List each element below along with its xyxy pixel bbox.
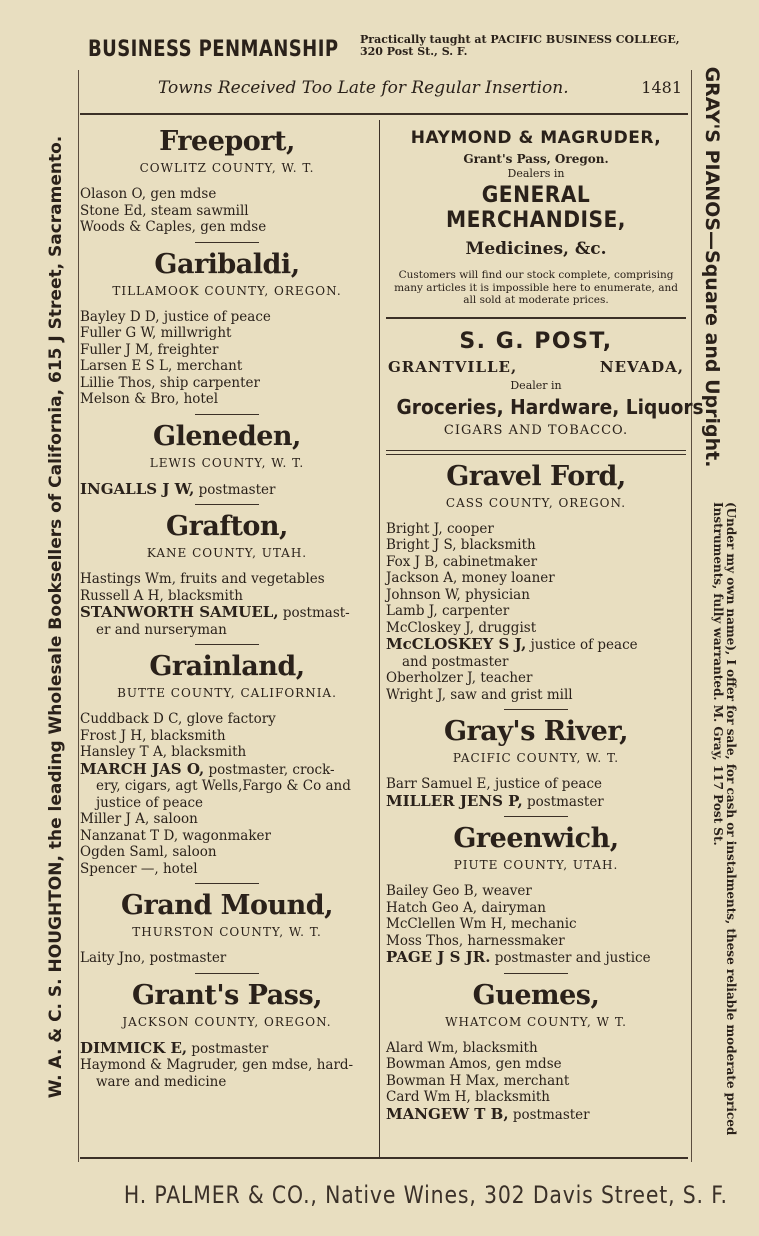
town-name: Grand Mound, (120, 890, 334, 921)
entry-text: Jackson A, money loaner (386, 570, 555, 586)
directory-entry (80, 844, 374, 861)
left-ad-text: W. A. & C. S. HOUGHTON, the leading Wholesale Booksellers of California, 615 J Street, Sacramento. (46, 135, 66, 1099)
entry-text: Bowman Amos, gen mdse (386, 1056, 562, 1072)
county-line: KANE COUNTY, UTAH. (146, 546, 308, 560)
entry-text: McClellen Wm H, mechanic (386, 916, 577, 932)
county-line: LEWIS COUNTY, W. T. (149, 455, 305, 470)
right-column (386, 120, 704, 1123)
town-name: Grant's Pass, (131, 979, 323, 1011)
entry-text: Frost J H, blacksmith (80, 727, 226, 744)
haymond-magruder-ad (386, 128, 686, 307)
entry-text: Stone Ed, steam sawmill (80, 202, 249, 219)
entry-text: Hastings Wm, fruits and vegetables (80, 571, 325, 587)
town-name: Garibaldi, (154, 248, 300, 280)
ad-location: Grant's Pass, Oregon. (463, 152, 609, 166)
entry-text: Miller J A, saloon (80, 811, 198, 827)
directory-entry (80, 588, 374, 605)
entry-text: postmaster, crock- (204, 761, 335, 778)
entry-text: Olason O, gen mdse (80, 186, 217, 202)
entry-name: MILLER JENS P, (386, 791, 523, 810)
directory-entry (80, 744, 374, 761)
directory-entry (80, 203, 374, 220)
entry-text: Fuller G W, millwright (80, 325, 232, 341)
county-line: WHATCOM COUNTY, W T. (445, 1014, 627, 1029)
entry-name: MANGEW T B, (386, 1104, 509, 1123)
directory-entry (386, 933, 686, 950)
town-name: Gravel Ford, (446, 460, 626, 492)
county-line: COWLITZ COUNTY, W. T. (139, 161, 315, 175)
ad-business-name: S. G. POST, (459, 328, 613, 354)
entry-text: postmaster (187, 1040, 269, 1057)
directory-entry (386, 776, 686, 793)
section-separator (195, 644, 259, 645)
entry-text: Lillie Thos, ship carpenter (80, 374, 260, 391)
directory-entry (386, 1073, 686, 1090)
directory-entry (80, 375, 374, 392)
entry-text: Melson & Bro, hotel (80, 391, 219, 407)
entry-text: Lamb J, carpenter (386, 603, 510, 619)
entry-text: Bright J, cooper (386, 520, 494, 537)
county-line: PIUTE COUNTY, UTAH. (453, 858, 619, 872)
directory-entry (80, 604, 374, 638)
town-section (386, 980, 686, 1124)
directory-entry (80, 358, 374, 375)
directory-entry (80, 219, 374, 236)
ad-location-row (386, 358, 686, 376)
entry-text: Bailey Geo B, weaver (386, 883, 532, 899)
section-separator (195, 973, 259, 974)
page-header (80, 74, 688, 102)
directory-entry (80, 571, 374, 588)
town-section (386, 461, 686, 704)
entry-text: Spencer —, hotel (80, 860, 198, 877)
town-section (80, 421, 374, 499)
directory-entry (80, 711, 374, 728)
left-column (80, 120, 374, 1090)
entry-continuation: and postmaster (402, 653, 509, 670)
directory-entry (386, 587, 686, 604)
directory-entry (80, 950, 374, 967)
directory-entry (386, 793, 686, 811)
entry-text: Haymond & Magruder, gen mdse, hard- (80, 1057, 354, 1073)
ad-goods-headline: GENERAL MERCHANDISE, (446, 183, 626, 233)
bottom-advertisement: H. PALMER & CO., Native Wines, 302 Davis Street, S. F. (123, 1181, 728, 1209)
county-line: JACKSON COUNTY, OREGON. (122, 1014, 332, 1029)
directory-entry (80, 186, 374, 203)
entry-name: DIMMICK E, (80, 1038, 188, 1057)
directory-entry (386, 570, 686, 587)
town-name: Grainland, (149, 651, 305, 682)
entry-continuation: ware and medicine (96, 1073, 227, 1090)
entry-name: PAGE J S JR. (386, 948, 491, 966)
directory-entry (386, 883, 686, 900)
directory-entry (386, 916, 686, 933)
town-section (386, 716, 686, 810)
entry-text: Card Wm H, blacksmith (386, 1089, 551, 1105)
ad-dealers-label: Dealers in (507, 167, 565, 180)
directory-entry (80, 309, 374, 326)
entry-text: Nanzanat T D, wagonmaker (80, 827, 271, 844)
left-side-advertisement (38, 72, 74, 1162)
entry-text: postmast- (278, 605, 350, 621)
county-line: BUTTE COUNTY, CALIFORNIA. (117, 686, 337, 700)
entry-name: McCLOSKEY S J, (386, 635, 527, 653)
entry-text: justice of peace (526, 637, 638, 653)
page-title: Towns Received Too Late for Regular Insertion. (158, 78, 569, 98)
entry-text: Laity Jno, postmaster (80, 950, 227, 966)
section-separator (195, 883, 259, 884)
ad-dealer-label: Dealer in (510, 378, 562, 392)
entry-name: STANWORTH SAMUEL, (80, 603, 279, 621)
entry-text: postmaster (194, 481, 276, 498)
entry-text: Bowman H Max, merchant (386, 1072, 570, 1089)
entry-text: Woods & Caples, gen mdse (80, 219, 267, 235)
county-line: PACIFIC COUNTY, W. T. (452, 751, 620, 765)
town-section (80, 126, 374, 236)
town-name: Greenwich, (453, 823, 619, 854)
entry-text: Fox J B, cabinetmaker (386, 553, 538, 570)
ad-goods-subline: Medicines, &c. (465, 239, 607, 259)
town-name: Gleneden, (153, 420, 301, 452)
entry-text: Hatch Geo A, dairyman (386, 899, 546, 916)
ad-goods-subline: CIGARS AND TOBACCO. (443, 422, 629, 438)
entry-text: Bayley D D, justice of peace (80, 308, 271, 325)
entry-text: postmaster (522, 793, 604, 810)
town-section (80, 249, 374, 408)
section-separator (195, 504, 259, 505)
right-side-advertisement (694, 66, 744, 1162)
directory-entry (80, 342, 374, 359)
entry-text: Ogden Saml, saloon (80, 844, 217, 860)
directory-entry (386, 554, 686, 571)
sg-post-ad (386, 328, 704, 438)
entry-text: Oberholzer J, teacher (386, 670, 533, 686)
directory-entry (386, 537, 686, 554)
section-separator (504, 816, 568, 817)
entry-text: Cuddback D C, glove factory (80, 711, 276, 727)
entry-text: McCloskey J, druggist (386, 619, 537, 636)
directory-entry (80, 391, 374, 408)
top-advertisement (88, 34, 688, 64)
entry-text: postmaster (508, 1106, 590, 1123)
directory-entry (386, 1056, 686, 1073)
county-line: CASS COUNTY, OREGON. (445, 495, 627, 510)
directory-entry (386, 1040, 686, 1057)
directory-entry (386, 636, 686, 670)
entry-name: MARCH JAS O, (80, 759, 205, 778)
directory-entry (80, 1057, 374, 1090)
column-divider (379, 120, 380, 1158)
top-ad-headline: BUSINESS PENMANSHIP (88, 36, 339, 62)
directory-entry (80, 828, 374, 845)
entry-text: Barr Samuel E, justice of peace (386, 776, 603, 792)
directory-entry (80, 861, 374, 878)
directory-entry (80, 761, 374, 812)
town-name: Gray's River, (443, 716, 629, 747)
town-name: Guemes, (472, 979, 600, 1011)
entry-text: Bright J S, blacksmith (386, 537, 536, 553)
ad-goods-headline: Groceries, Hardware, Liquors (396, 394, 704, 419)
town-name: Grafton, (166, 511, 288, 542)
ad-town: GRANTVILLE, (388, 357, 518, 376)
entry-text: Russell A H, blacksmith (80, 587, 243, 604)
page-number: 1481 (641, 78, 682, 97)
right-ad-body: (Under my own name), I offer for sale, for cash or instalments, these reliable moderate priced Instruments, fully warranted. M. Gray, 117 Post St. (711, 502, 738, 1136)
directory-entry (386, 900, 686, 917)
section-separator (195, 242, 259, 243)
entry-text: Wright J, saw and grist mill (386, 686, 573, 703)
county-line: THURSTON COUNTY, W. T. (132, 925, 322, 939)
entry-text: Fuller J M, freighter (80, 341, 219, 358)
entry-text: postmaster and justice (490, 950, 651, 966)
directory-entry (386, 687, 686, 704)
town-name: Freeport, (159, 126, 295, 157)
entry-name: INGALLS J W, (80, 479, 195, 498)
directory-entry (386, 1106, 686, 1124)
top-ad-subtext: Practically taught at PACIFIC BUSINESS COLLEGE, 320 Post St., S. F. (360, 33, 680, 58)
town-section (80, 980, 374, 1091)
county-line: TILLAMOOK COUNTY, OREGON. (112, 283, 342, 298)
footer-rule (80, 1157, 688, 1159)
section-separator (504, 709, 568, 710)
directory-entry (386, 949, 686, 967)
town-section (386, 823, 686, 967)
ad-business-name: HAYMOND & MAGRUDER, (410, 128, 662, 148)
ad-description: Customers will find our stock complete, comprising many articles it is impossible here to enumerate, and all sold at moderate prices. (394, 269, 678, 306)
directory-entry (386, 1089, 686, 1106)
directory-entry (386, 521, 686, 538)
ad-rule (386, 317, 686, 319)
directory-entry (386, 670, 686, 687)
directory-entry (80, 481, 374, 499)
directory-entry (80, 325, 374, 342)
double-rule (386, 450, 686, 455)
ad-state: NEVADA, (599, 357, 684, 376)
entry-text: Moss Thos, harnessmaker (386, 932, 565, 949)
entry-text: Hansley T A, blacksmith (80, 744, 247, 760)
entry-text: Johnson W, physician (386, 586, 530, 603)
section-separator (504, 973, 568, 974)
entry-text: Alard Wm, blacksmith (386, 1039, 538, 1056)
town-section (80, 890, 374, 967)
directory-entry (80, 1040, 374, 1058)
entry-continuation: er and nurseryman (96, 621, 227, 638)
town-section (80, 511, 374, 638)
section-separator (195, 414, 259, 415)
directory-entry (80, 811, 374, 828)
right-ad-headline: GRAY'S PIANOS—Square and Upright. (701, 66, 723, 468)
directory-entry (386, 620, 686, 637)
header-rule (80, 113, 688, 115)
entry-continuation: ery, cigars, agt Wells,Fargo & Co and justice of peace (96, 778, 351, 811)
town-section (80, 651, 374, 877)
directory-entry (80, 728, 374, 745)
directory-entry (386, 603, 686, 620)
entry-text: Larsen E S L, merchant (80, 358, 243, 374)
right-column-towns (386, 461, 686, 1124)
